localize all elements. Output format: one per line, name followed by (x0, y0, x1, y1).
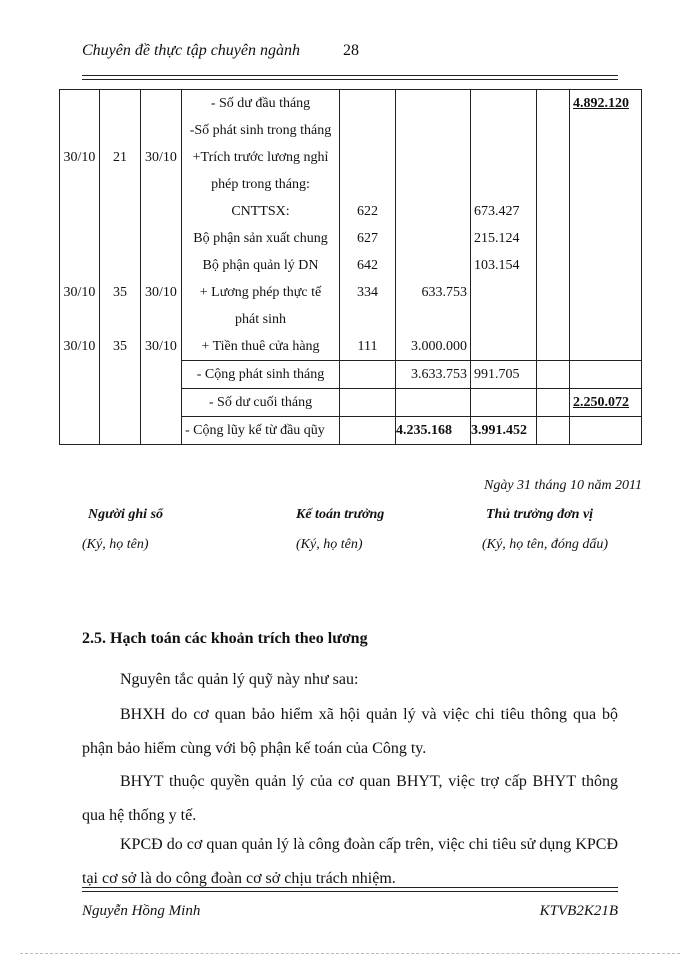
cell-desc: - Số dư cuối tháng (182, 389, 340, 417)
cell-credit: 991.705 (471, 361, 537, 389)
cell-date: 30/10 (60, 279, 100, 306)
cell-date (60, 90, 100, 118)
footer-author: Nguyễn Hồng Minh (82, 903, 201, 919)
cell-desc: Bộ phận quản lý DN (182, 252, 340, 279)
table-row (60, 117, 642, 144)
cell-desc: + Lương phép thực tế (182, 279, 340, 306)
cell-acct: 627 (340, 225, 396, 252)
table-row (60, 389, 642, 417)
table-row (60, 198, 642, 225)
cell-extra (537, 90, 570, 118)
cell-desc: -Số phát sinh trong tháng (182, 117, 340, 144)
table-row (60, 90, 642, 118)
cell-date2: 30/10 (141, 279, 182, 306)
paragraph-bhxh: BHXH do cơ quan bảo hiểm xã hội quản lý và việc chi tiêu thông qua bộ phận bảo hiểm cùng với bộ phận kế toán của Công ty. (82, 706, 618, 757)
footer-rule-1 (82, 887, 618, 888)
cell-credit (471, 90, 537, 118)
cell-desc: - Số dư đầu tháng (182, 90, 340, 118)
cell-credit: 103.154 (471, 252, 537, 279)
cell-debit: 633.753 (396, 279, 471, 306)
date-line: Ngày 31 tháng 10 năm 2011 (484, 478, 643, 493)
cell-no: 35 (100, 279, 141, 306)
cell-desc: phát sinh (182, 306, 340, 333)
cell-debit: 4.235.168 (396, 417, 471, 445)
header-rule-2 (82, 79, 618, 80)
cell-acct: 111 (340, 333, 396, 361)
page-bottom-divider (20, 953, 680, 954)
cell-desc: +Trích trước lương nghỉ (182, 144, 340, 171)
cell-credit: 215.124 (471, 225, 537, 252)
cell-desc: CNTTSX: (182, 198, 340, 225)
cell-balance: 4.892.120 (570, 90, 642, 118)
cell-acct: 334 (340, 279, 396, 306)
table-row (60, 417, 642, 445)
signer-director-title: Thủ trưởng đơn vị (486, 507, 594, 522)
cell-credit: 3.991.452 (471, 417, 537, 445)
section-intro: Nguyên tắc quản lý quỹ này như sau: (120, 671, 359, 688)
footer-class-code: KTVB2K21B (539, 903, 618, 919)
table-row (60, 144, 642, 171)
cell-credit: 673.427 (471, 198, 537, 225)
cell-acct: 642 (340, 252, 396, 279)
cell-date2: 30/10 (141, 144, 182, 171)
signer-recorder-note: (Ký, họ tên) (82, 537, 149, 552)
table-row (60, 171, 642, 198)
cell-acct (340, 90, 396, 118)
table-row (60, 361, 642, 389)
cell-desc: + Tiền thuê cửa hàng (182, 333, 340, 361)
table-row (60, 279, 642, 306)
cell-desc: Bộ phận sản xuất chung (182, 225, 340, 252)
cell-no: 21 (100, 144, 141, 171)
table-row (60, 225, 642, 252)
cell-acct: 622 (340, 198, 396, 225)
page-number: 28 (343, 42, 359, 59)
section-heading: 2.5. Hạch toán các khoản trích theo lương (82, 630, 368, 647)
signer-chief-accountant-note: (Ký, họ tên) (296, 537, 363, 552)
table-row (60, 252, 642, 279)
cell-date2 (141, 90, 182, 118)
signer-recorder-title: Người ghi sổ (88, 507, 164, 522)
cell-desc: phép trong tháng: (182, 171, 340, 198)
cell-debit: 3.633.753 (396, 361, 471, 389)
paragraph-kpcd: KPCĐ do cơ quan quản lý là công đoàn cấp trên, việc chi tiêu sử dụng KPCĐ tại cơ sở là do công đoàn cơ sở chịu trách nhiệm. (82, 836, 618, 887)
cell-date: 30/10 (60, 333, 100, 361)
signer-director-note: (Ký, họ tên, đóng dấu) (482, 537, 608, 552)
ledger-table (59, 89, 642, 445)
cell-date: 30/10 (60, 144, 100, 171)
cell-date2: 30/10 (141, 333, 182, 361)
header-rule-1 (82, 75, 618, 76)
signer-chief-accountant-title: Kế toán trưởng (296, 507, 385, 522)
table-row (60, 306, 642, 333)
cell-desc: - Cộng phát sinh tháng (182, 361, 340, 389)
header-title: Chuyên đề thực tập chuyên ngành (82, 42, 300, 59)
table-row (60, 333, 642, 361)
paragraph-bhyt: BHYT thuộc quyền quản lý của cơ quan BHYT, việc trợ cấp BHYT thông qua hệ thống y tế. (82, 773, 618, 824)
cell-desc: - Cộng lũy kế từ đầu qũy (182, 417, 340, 445)
footer-rule-2 (82, 891, 618, 892)
cell-debit (396, 90, 471, 118)
cell-no: 35 (100, 333, 141, 361)
cell-balance: 2.250.072 (570, 389, 642, 417)
cell-debit: 3.000.000 (396, 333, 471, 361)
cell-no (100, 90, 141, 118)
